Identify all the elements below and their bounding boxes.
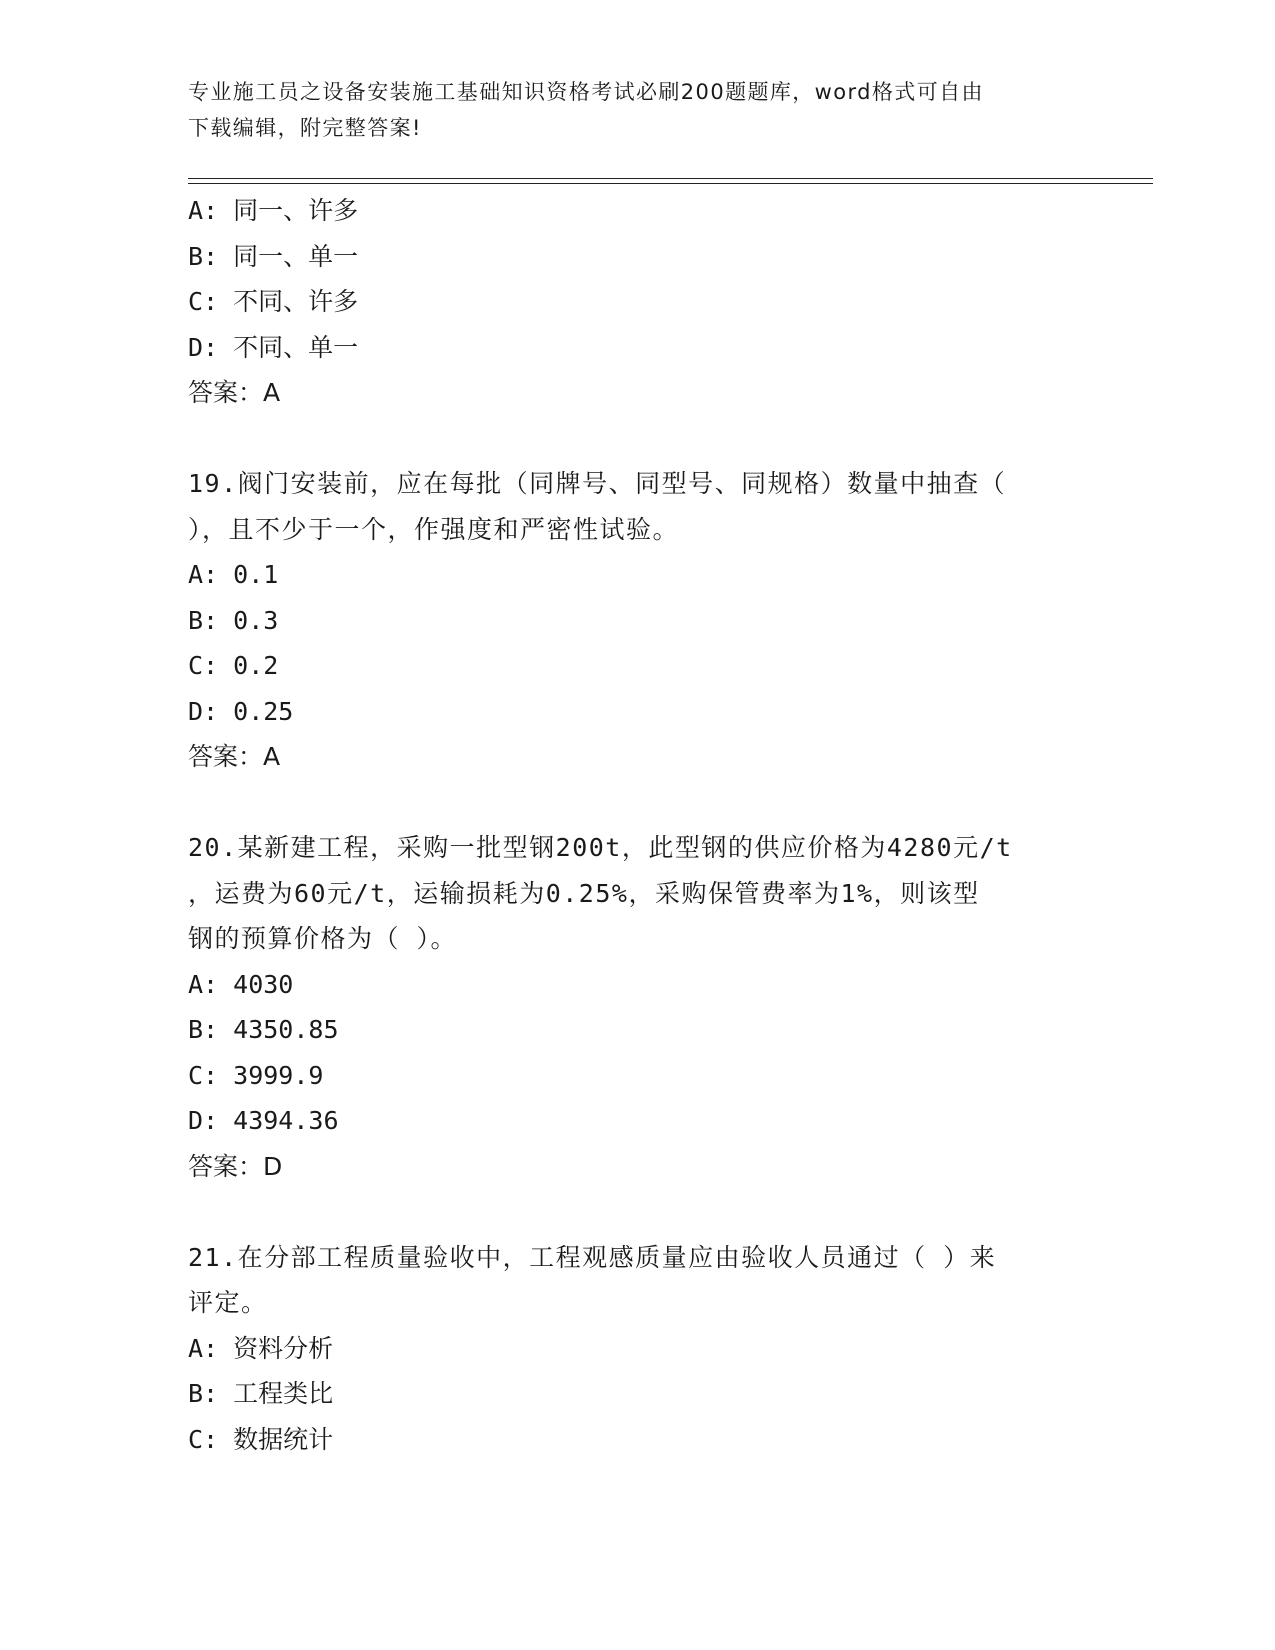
document-header [188, 74, 1068, 146]
option-b: B: 4350.85 [188, 1015, 339, 1044]
option-b: B: 工程类比 [188, 1379, 334, 1408]
question-text-line: ），且不少于一个，作强度和严密性试验。 [188, 514, 680, 544]
header-line-1: 专业施工员之设备安装施工基础知识资格考试必刷200题题库，word格式可自由 [188, 80, 984, 104]
option-c: C: 不同、许多 [188, 287, 359, 316]
option-b: B: 0.3 [188, 605, 279, 635]
option-c: C: 3999.9 [188, 1060, 324, 1090]
question-text-line: ，运费为60元/t，运输损耗为0.25%，采购保管费率为1%，则该型 [188, 878, 980, 908]
answer: 答案：D [188, 1151, 283, 1181]
answer: 答案：A [188, 742, 281, 771]
question-text-line: 钢的预算价格为（ ）。 [188, 924, 458, 953]
option-a: A: 资料分析 [188, 1333, 334, 1363]
header-line-2: 下载编辑，附完整答案! [188, 116, 422, 140]
option-b: B: 同一、单一 [188, 241, 359, 271]
header-rule-top [188, 178, 1153, 179]
spacer [188, 416, 1088, 462]
question-text-line: 评定。 [188, 1288, 268, 1317]
option-a: A: 4030 [188, 969, 294, 999]
option-d: D: 4394.36 [188, 1106, 339, 1135]
option-d: D: 0.25 [188, 696, 294, 726]
question-21 [188, 1235, 1088, 1463]
answer: 答案：A [188, 378, 281, 407]
question-text-line: 19.阀门安装前，应在每批（同牌号、同型号、同规格）数量中抽查（ [188, 469, 1007, 498]
question-20 [188, 825, 1088, 1189]
question-content [188, 188, 1088, 1462]
option-d: D: 不同、单一 [188, 332, 359, 362]
question-18 [188, 188, 1088, 416]
spacer [188, 780, 1088, 826]
question-text-line: 21.在分部工程质量验收中，工程观感质量应由验收人员通过（ ）来 [188, 1242, 997, 1272]
option-a: A: 同一、许多 [188, 196, 359, 225]
header-rule-bottom [188, 183, 1153, 184]
question-text-line: 20.某新建工程，采购一批型钢200t，此型钢的供应价格为4280元/t [188, 833, 1013, 862]
option-a: A: 0.1 [188, 560, 279, 589]
option-c: C: 数据统计 [188, 1424, 334, 1454]
spacer [188, 1189, 1088, 1235]
option-c: C: 0.2 [188, 651, 279, 680]
question-19 [188, 461, 1088, 780]
